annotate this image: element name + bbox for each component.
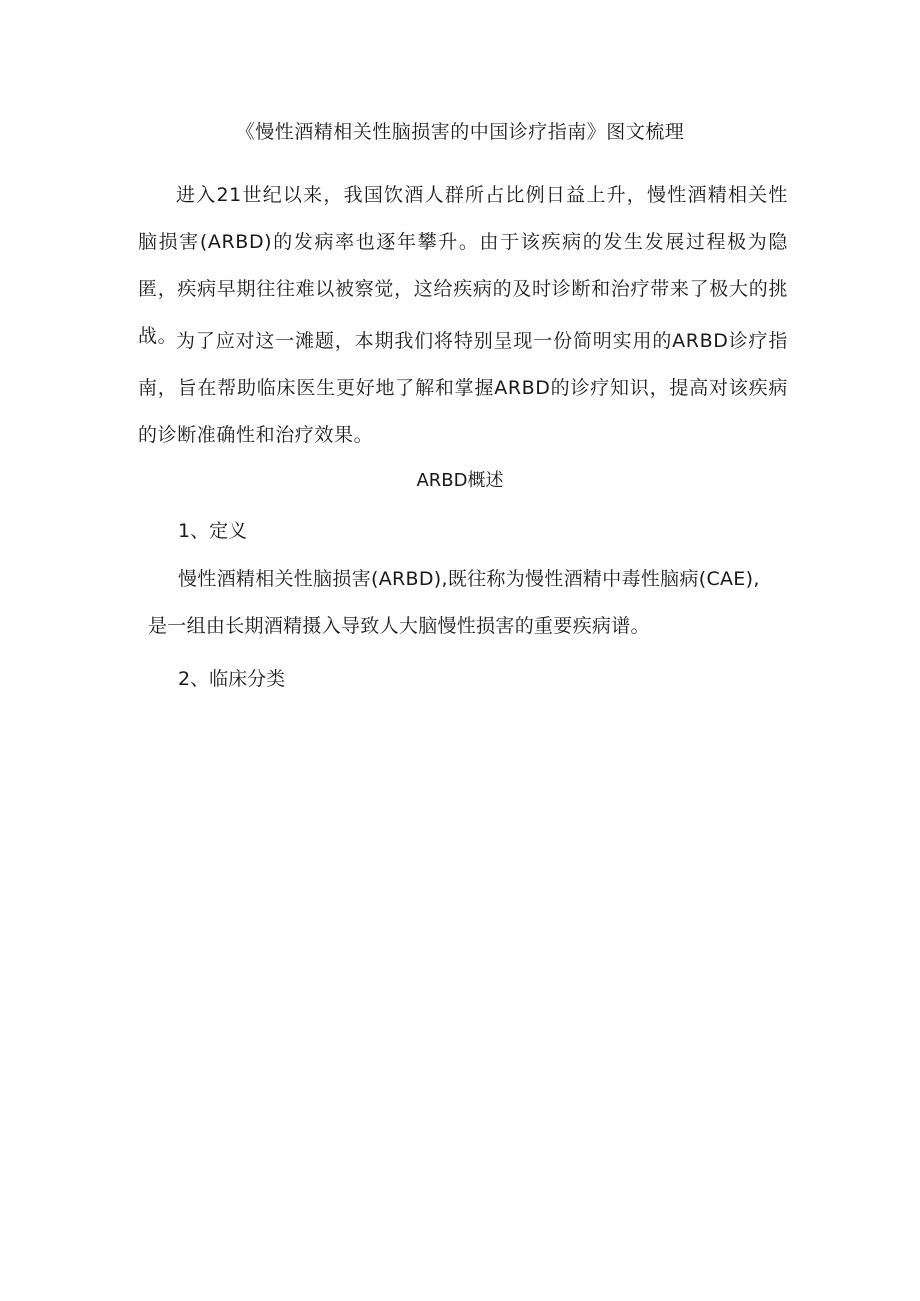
heading-definition: 1、定义 [178,520,248,542]
definition-line-2: 是一组由长期酒精摄入导致人大脑慢性损害的重要疾病谱。 [148,615,650,637]
heading-clinical-classification: 2、临床分类 [178,668,286,690]
intro-paragraph-2: 为了应对这一滩题，本期我们将特别呈现一份简明实用的ARBD诊疗指南，旨在帮助临床医生更好地了解和掌握ARBD的诊疗知识，提高对该疾病的诊断准确性和治疗效果。 [138,330,788,446]
intro-paragraph-1: 进入21世纪以来，我国饮酒人群所占比例日益上升，慢性酒精相关性脑损害(ARBD)的发病率也逐年攀升。由于该疾病的发生发展过程极为隐匿，疾病早期往往难以被察觉，这给疾病的及时诊断和治疗带来了极大的挑战。 [138,184,788,347]
definition-line-1: 慢性酒精相关性脑损害(ARBD),既往称为慢性酒精中毒性脑病(CAE), [178,568,760,590]
section-title-overview: ARBD概述 [416,470,504,491]
document-title: 《慢性酒精相关性脑损害的中国诊疗指南》图文梳理 [235,121,685,143]
